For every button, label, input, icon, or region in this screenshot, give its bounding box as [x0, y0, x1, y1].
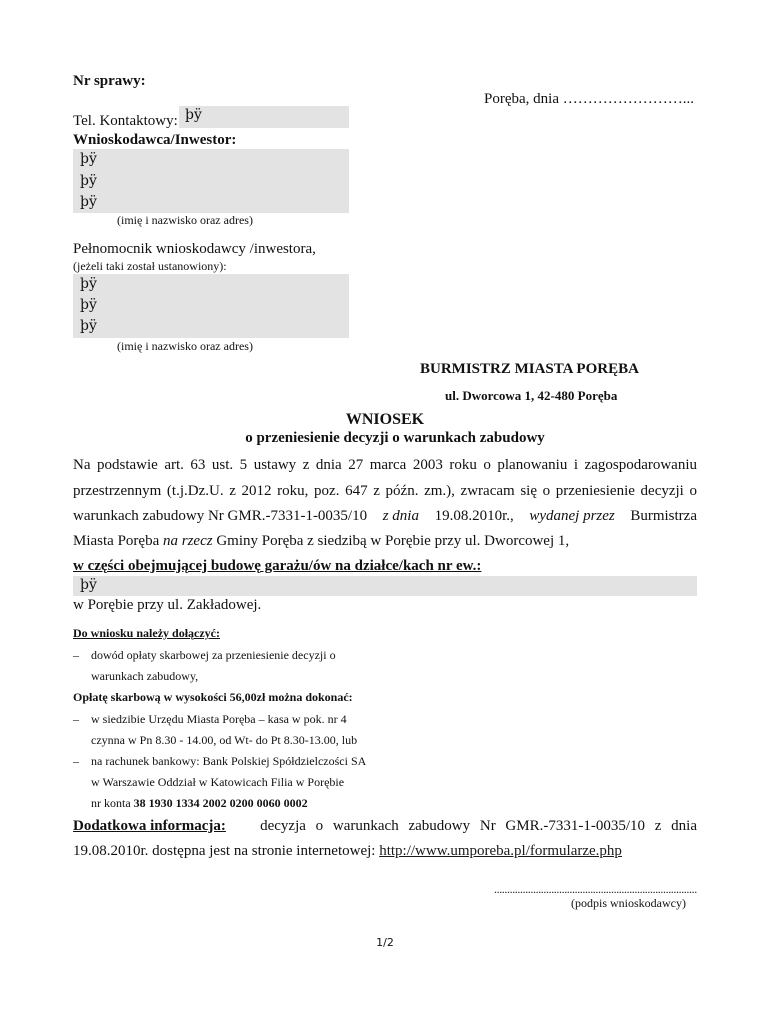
issuer-text: Burmistrza — [630, 508, 697, 524]
fee-item-2b: w Warszawie Oddział w Katowicach Filia w Porębie — [91, 775, 345, 789]
proxy-field-3-value: þÿ — [80, 318, 97, 334]
body-line-2: przestrzennym (t.j.Dz.U. z 2012 roku, poz. 647 z późn. zm.), zwracam się o przeniesienie decyzji o — [73, 483, 697, 499]
signature-line: .............................................................................. — [494, 882, 697, 896]
body-line-4 — [73, 533, 569, 550]
date-prefix: z dnia — [382, 508, 419, 524]
applicant-field-1-value: þÿ — [80, 151, 97, 167]
account-label: nr konta — [91, 796, 131, 810]
body-line-3 — [73, 508, 697, 525]
additional-info-text-1: decyzja o warunkach zabudowy Nr GMR.-7331-1-0035/10 z dnia — [260, 818, 697, 834]
beneficiary-text: Gminy Poręba z siedzibą w Porębie przy ul. Dworcowej 1, — [216, 533, 570, 549]
applicant-field-3[interactable] — [73, 192, 349, 213]
applicant-field-2[interactable] — [73, 171, 349, 192]
decision-date: 19.08.2010r., — [434, 508, 514, 524]
fee-item-1b: czynna w Pn 8.30 - 14.00, od Wt- do Pt 8.30-13.00, lub — [91, 733, 358, 747]
applicant-field-2-value: þÿ — [80, 173, 97, 189]
plot-scope-label: w części obejmującej budowę garażu/ów na działce/kach nr ew.: — [73, 558, 482, 574]
attachment-item-1b: warunkach zabudowy, — [91, 669, 199, 683]
issued-by-text: wydanej przez — [529, 508, 615, 524]
proxy-field-3[interactable] — [73, 316, 349, 338]
forms-link[interactable]: http://www.umporeba.pl/formularze.php — [379, 843, 622, 859]
case-number-label: Nr sprawy: — [73, 73, 146, 89]
attachment-dash-1: – — [73, 648, 79, 662]
place-date: Poręba, dnia ……………………... — [484, 91, 694, 107]
plot-number-value: þÿ — [80, 577, 97, 593]
applicant-field-3-value: þÿ — [80, 194, 97, 210]
decision-number-text: warunkach zabudowy Nr GMR.-7331-1-0035/10 — [73, 508, 368, 524]
fee-item-2c — [91, 796, 308, 811]
fee-heading: Opłatę skarbową w wysokości 56,00zł można dokonać: — [73, 690, 353, 704]
addressee-address: ul. Dworcowa 1, 42-480 Poręba — [445, 388, 618, 403]
proxy-label: Pełnomocnik wnioskodawcy /inwestora, — [73, 241, 316, 257]
applicant-field-1[interactable] — [73, 149, 349, 171]
applicant-caption: (imię i nazwisko oraz adres) — [117, 213, 253, 227]
addressee-name: BURMISTRZ MIASTA PORĘBA — [420, 361, 639, 377]
document-title: WNIOSEK — [345, 411, 425, 428]
fee-item-1a: w siedzibie Urzędu Miasta Poręba – kasa w pok. nr 4 — [91, 712, 347, 726]
phone-input[interactable] — [179, 106, 349, 128]
document-subtitle: o przeniesienie decyzji o warunkach zabudowy — [245, 430, 545, 446]
proxy-sublabel: (jeżeli taki został ustanowiony): — [73, 259, 227, 273]
attachment-item-1a: dowód opłaty skarbowej za przeniesienie decyzji o — [91, 648, 336, 662]
attachment-dash-3: – — [73, 754, 79, 768]
additional-info-label: Dodatkowa informacja: — [73, 818, 226, 834]
additional-info-line-2 — [73, 843, 622, 860]
additional-info-line-1 — [73, 818, 697, 835]
attachment-dash-2: – — [73, 712, 79, 726]
proxy-caption: (imię i nazwisko oraz adres) — [117, 339, 253, 353]
phone-label: Tel. Kontaktowy: — [73, 113, 178, 129]
phone-input-value: þÿ — [185, 107, 202, 123]
attachments-heading: Do wniosku należy dołączyć: — [73, 626, 220, 640]
proxy-field-2[interactable] — [73, 295, 349, 316]
applicant-label: Wnioskodawca/Inwestor: — [73, 132, 237, 148]
proxy-field-2-value: þÿ — [80, 297, 97, 313]
issuer-city: Miasta Poręba — [73, 533, 160, 549]
body-line-1: Na podstawie art. 63 ust. 5 ustawy z dnia 27 marca 2003 roku o planowaniu i zagospodarowaniu — [73, 457, 697, 473]
street-text: w Porębie przy ul. Zakładowej. — [73, 597, 262, 613]
account-number: 38 1930 1334 2002 0200 0060 0002 — [133, 796, 308, 810]
in-favor-of-text: na rzecz — [162, 533, 213, 549]
plot-number-field[interactable] — [73, 576, 697, 596]
signature-caption: (podpis wnioskodawcy) — [571, 896, 686, 910]
fee-item-2a: na rachunek bankowy: Bank Polskiej Spółdzielczości SA — [91, 754, 367, 768]
additional-info-text-2: 19.08.2010r. dostępna jest na stronie internetowej: — [73, 843, 376, 859]
proxy-field-1[interactable] — [73, 274, 349, 295]
proxy-field-1-value: þÿ — [80, 276, 97, 292]
page-number: 1/2 — [376, 936, 394, 949]
